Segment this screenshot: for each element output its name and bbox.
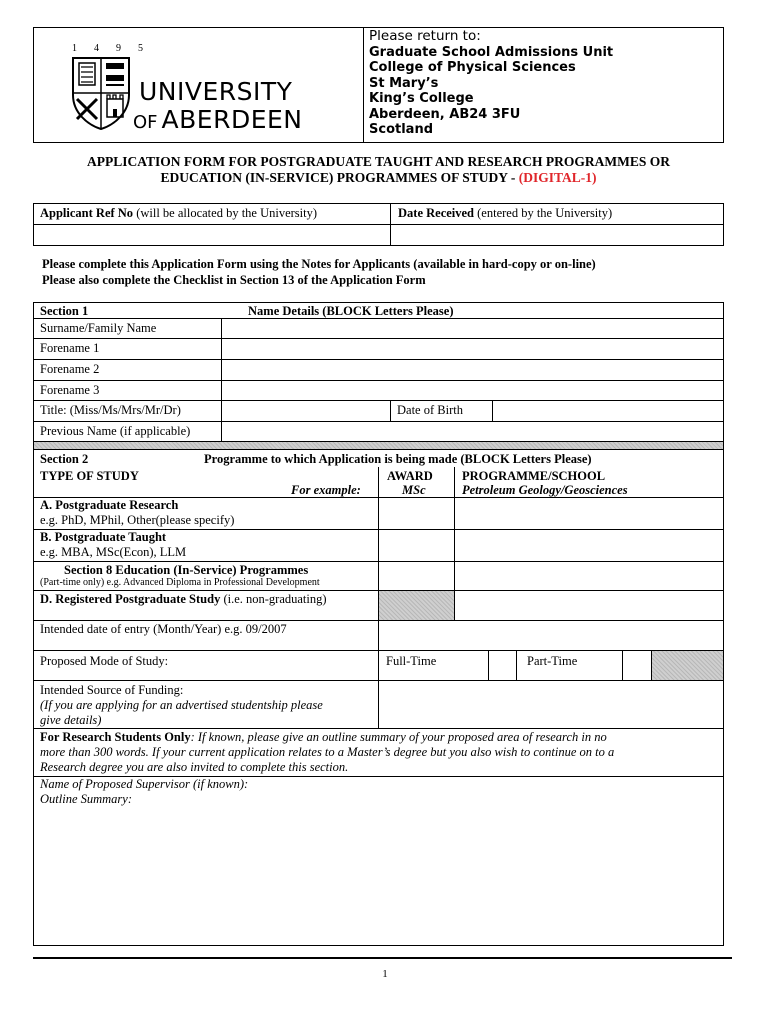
title-label: Title: (Miss/Ms/Mrs/Mr/Dr) <box>40 403 181 417</box>
outline-summary-field[interactable] <box>36 810 718 940</box>
funding-label: Intended Source of Funding: <box>40 683 184 697</box>
award-b-field[interactable] <box>381 532 451 558</box>
form-title-line2 <box>33 170 724 186</box>
digital-tag: (DIGITAL-1) <box>518 170 597 185</box>
form-title <box>33 154 724 186</box>
type-c-title: Section 8 Education (In-Service) Programmes <box>64 563 309 577</box>
row-line <box>33 449 724 450</box>
logo-of-aberdeen <box>133 106 303 138</box>
form-title-line1: APPLICATION FORM FOR POSTGRADUATE TAUGHT AND RESEARCH PROGRAMMES OR <box>86 154 671 169</box>
col-line <box>390 400 391 421</box>
section2-title: Programme to which Application is being made (BLOCK Letters Please) <box>204 452 592 466</box>
ref-table-divider <box>33 224 724 225</box>
row-line <box>33 380 724 381</box>
type-of-study-header: TYPE OF STUDY <box>40 469 139 483</box>
forename1-field[interactable] <box>224 340 720 356</box>
return-address-block <box>369 29 613 138</box>
row-line <box>33 561 724 562</box>
section1-title: Name Details (BLOCK Letters Please) <box>248 304 454 318</box>
type-c-sub: (Part-time only) e.g. Advanced Diploma in Professional Development <box>40 577 320 588</box>
instructions <box>42 256 596 288</box>
date-received-field[interactable] <box>394 227 720 243</box>
row-line <box>33 400 724 401</box>
return-label: Please return to: <box>369 28 481 44</box>
applicant-ref-label <box>40 206 317 221</box>
date-received-label-bold: Date Received <box>398 206 475 220</box>
type-d-rest: (i.e. non-graduating) <box>220 592 327 606</box>
previous-name-label: Previous Name (if applicable) <box>40 424 191 438</box>
surname-label: Surname/Family Name <box>40 321 157 335</box>
applicant-ref-label-bold: Applicant Ref No <box>40 206 134 220</box>
address-line: College of Physical Sciences <box>369 60 576 75</box>
col-line <box>516 650 517 680</box>
logo-year-digit: 9 <box>116 43 122 54</box>
row-line <box>33 359 724 360</box>
instruction-line: Please complete this Application Form using the Notes for Applicants (available in hard-copy or on-line) <box>42 257 596 271</box>
logo-year-digit: 4 <box>94 43 100 54</box>
funding-note-1: (If you are applying for an advertised studentship please <box>40 698 323 712</box>
example-award: MSc <box>402 483 426 497</box>
col-line <box>221 318 222 441</box>
research-bold: For Research Students Only <box>40 730 191 744</box>
research-text-1: : If known, please give an outline summary of your proposed area of research in no <box>190 730 607 744</box>
date-received-label-rest: (entered by the University) <box>474 206 613 220</box>
programme-c-field[interactable] <box>457 564 720 588</box>
example-label: For example: <box>291 483 361 497</box>
outline-summary-label: Outline Summary: <box>40 792 132 806</box>
forename2-label: Forename 2 <box>40 362 100 376</box>
title-field[interactable] <box>224 402 386 418</box>
forename1-label: Forename 1 <box>40 341 100 355</box>
mode-greyed-cell <box>652 651 723 680</box>
type-a-title: A. Postgraduate Research <box>40 498 179 512</box>
award-c-field[interactable] <box>381 564 451 588</box>
example-programme: Petroleum Geology/Geosciences <box>462 483 628 497</box>
dob-field[interactable] <box>495 402 720 418</box>
date-received-label <box>398 206 612 221</box>
supervisor-label: Name of Proposed Supervisor (if known): <box>40 777 249 791</box>
col-line <box>488 650 489 680</box>
address-line: King’s College <box>369 91 474 106</box>
address-line: Aberdeen, AB24 3FU <box>369 106 521 122</box>
logo-of: OF <box>133 112 158 133</box>
ref-table-col-divider <box>390 203 391 246</box>
research-line-3: Research degree you are also invited to complete this section. <box>40 760 349 774</box>
forename3-field[interactable] <box>224 382 720 398</box>
col-line <box>492 400 493 421</box>
programme-header: PROGRAMME/SCHOOL <box>462 469 606 483</box>
entry-date-field[interactable] <box>381 623 720 647</box>
full-time-label: Full-Time <box>386 654 437 668</box>
type-d <box>40 592 327 607</box>
address-line: Graduate School Admissions Unit <box>369 44 614 60</box>
row-line <box>33 338 724 339</box>
applicant-ref-field[interactable] <box>36 227 386 243</box>
programme-a-field[interactable] <box>457 500 720 526</box>
crest-icon <box>70 55 132 131</box>
research-line-1 <box>40 730 607 745</box>
row-line <box>33 421 724 422</box>
logo-year-digit: 1 <box>72 43 78 54</box>
row-line <box>33 620 724 621</box>
header-divider <box>363 27 364 143</box>
section-separator <box>34 442 723 449</box>
form-title-text: EDUCATION (IN-SERVICE) PROGRAMMES OF STUDY - <box>160 170 519 185</box>
col-line <box>622 650 623 680</box>
row-line <box>33 318 724 319</box>
entry-date-label: Intended date of entry (Month/Year) e.g. 09/2007 <box>40 622 287 636</box>
previous-name-field[interactable] <box>224 423 720 439</box>
address-line: St Mary’s <box>369 75 439 91</box>
dob-label: Date of Birth <box>397 403 463 417</box>
part-time-label: Part-Time <box>527 654 578 668</box>
col-line <box>378 680 379 728</box>
type-b-sub: e.g. MBA, MSc(Econ), LLM <box>40 545 187 559</box>
award-header: AWARD <box>387 469 433 483</box>
logo-years <box>72 43 144 54</box>
type-b-title: B. Postgraduate Taught <box>40 530 167 544</box>
surname-field[interactable] <box>224 320 720 336</box>
type-a-sub: e.g. PhD, MPhil, Other(please specify) <box>40 513 235 527</box>
logo-aberdeen: ABERDEEN <box>161 105 303 134</box>
programme-d-field[interactable] <box>457 593 720 617</box>
forename2-field[interactable] <box>224 361 720 377</box>
section1-label: Section 1 <box>40 304 89 318</box>
section2-label: Section 2 <box>40 452 89 466</box>
programme-b-field[interactable] <box>457 532 720 558</box>
applicant-ref-label-rest: (will be allocated by the University) <box>133 206 318 220</box>
instruction-line: Please also complete the Checklist in Section 13 of the Application Form <box>42 273 426 287</box>
row-line <box>33 728 724 729</box>
logo-university: UNIVERSITY <box>139 77 293 106</box>
award-d-greyed <box>379 591 454 620</box>
university-logo <box>60 40 340 135</box>
type-d-title: D. Registered Postgraduate Study <box>40 592 221 606</box>
funding-field[interactable] <box>381 684 720 724</box>
footer-rule <box>33 957 732 959</box>
row-line <box>33 650 724 651</box>
address-line: Scotland <box>369 122 434 137</box>
col-line <box>454 467 455 620</box>
award-a-field[interactable] <box>381 500 451 526</box>
logo-year-digit: 5 <box>138 43 144 54</box>
funding-note-2: give details) <box>40 713 102 727</box>
page-number: 1 <box>382 968 388 980</box>
mode-of-study-label: Proposed Mode of Study: <box>40 654 169 668</box>
forename3-label: Forename 3 <box>40 383 100 397</box>
research-line-2: more than 300 words. If your current application relates to a Master’s degree but you also wish to continue on to a <box>40 745 615 759</box>
col-line <box>378 467 379 680</box>
